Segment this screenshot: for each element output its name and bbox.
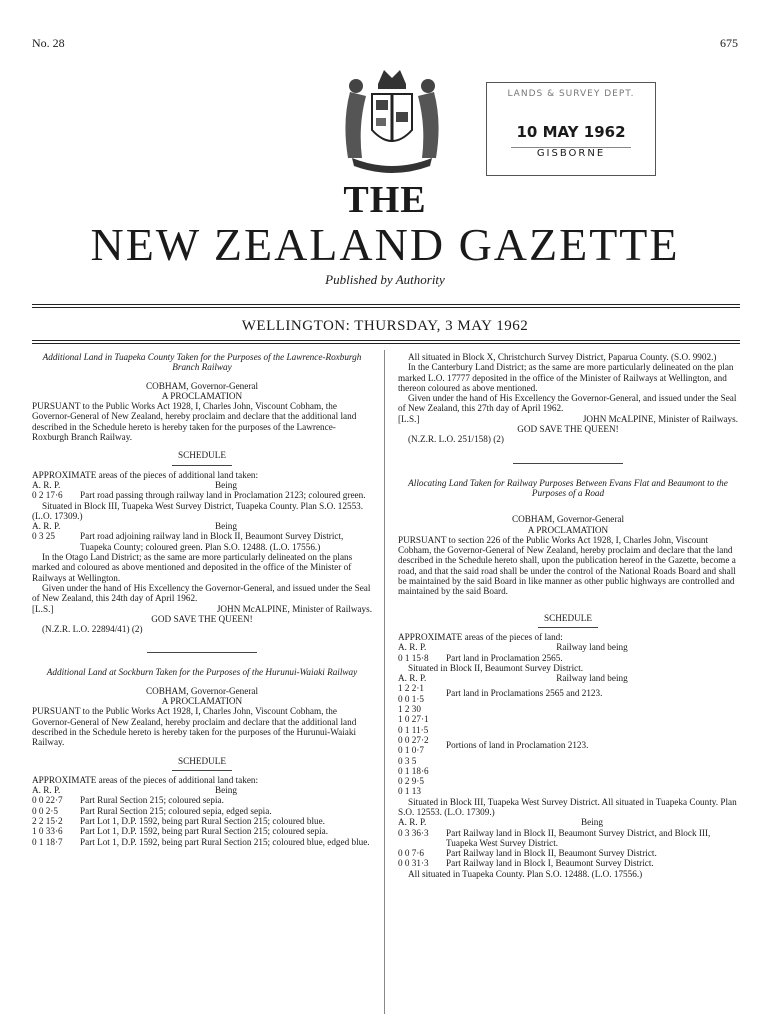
area-group [398, 683, 738, 704]
area-value: 0 0 7·6 [398, 848, 425, 859]
area-value: 0 3 36·3 [398, 827, 429, 838]
received-stamp [486, 82, 656, 176]
area-value: 1 0 27·1 [398, 714, 429, 725]
minister-signature: JOHN McALPINE, Minister of Railways. [216, 603, 372, 614]
given-under-text: Given under the hand of His Excellency the Governor-General, and issued under the Seal of New Zealand, this 24th day of April 1962. [32, 582, 371, 604]
situation-text: All situated in Tuapeka County. Plan S.O. 12488. (L.O. 17556.) [408, 868, 643, 879]
area-value: 1 2 2·1 [398, 683, 425, 694]
land-district-text: In the Canterbury Land District; as the same are more particularly delineated on the plan marked L.O. 17777 deposited in the office of the Minister of Railways at Wellington, and thereon coloured as above mentioned. [398, 362, 734, 393]
seal-mark: [L.S.] [32, 603, 54, 614]
area-value: 0 2 17·6 [32, 490, 63, 501]
area-value: 0 0 2·5 [32, 805, 59, 816]
area-value: 0 1 0·7 [398, 745, 425, 756]
area-value: 0 1 18·6 [398, 765, 429, 776]
governor-general: COBHAM, Governor-General [145, 685, 259, 696]
schedule-title: SCHEDULE [178, 755, 226, 766]
coat-of-arms-icon [312, 62, 472, 178]
area-description: Part land in Proclamation 2565. [446, 652, 563, 663]
area-value: 0 0 31·3 [398, 858, 429, 869]
god-save-the-queen: GOD SAVE THE QUEEN! [151, 613, 253, 624]
proclamation-title: A PROCLAMATION [527, 524, 609, 535]
situation-text: All situated in Block X, Christchurch Survey District, Paparua County. (S.O. 9902.) [408, 352, 717, 362]
area-value: 0 1 18·7 [32, 836, 63, 847]
area-value: 0 1 11·5 [398, 724, 429, 735]
land-district-text: In the Otago Land District; as the same are more particularly delineated on the plans marked and coloured as above mentioned and deposited in the office of the Minister of Railways at Wellington. [32, 552, 353, 583]
area-description: Part Rural Section 215; coloured sepia, edged sepia. [80, 805, 272, 816]
rule [172, 465, 232, 466]
right-column [398, 352, 738, 879]
area-value: 0 2 9·5 [398, 776, 425, 787]
area-value: 1 2 30 [398, 704, 421, 715]
seal-mark: [L.S.] [398, 413, 420, 424]
being-label: Being [215, 521, 237, 532]
signature-line [32, 604, 372, 614]
arp-header: A. R. P. [398, 673, 427, 684]
being-label: Being [215, 479, 237, 490]
proclamation-body: PURSUANT to the Public Works Act 1928, I, Charles John, Viscount Cobham, the Governor-General of New Zealand, hereby proclaim and declare that the additional land described in the Schedule hereto is hereby taken for the purposes of the Hurunui-Waiaki Railway. [32, 706, 357, 748]
area-value: 1 0 33·6 [32, 826, 63, 837]
area-value: 0 0 1·5 [398, 693, 425, 704]
stamp-place: GISBORNE [511, 147, 631, 159]
issue-number: No. 28 [32, 36, 65, 50]
area-value: 0 1 13 [398, 786, 421, 797]
area-description: Part Lot 1, D.P. 1592, being part Rural Section 215; coloured blue. [80, 815, 325, 826]
left-column [32, 352, 372, 847]
area-value: 0 3 25 [32, 531, 55, 542]
area-description: Portions of land in Proclamation 2123. [446, 740, 589, 751]
area-description: Part Lot 1, D.P. 1592, being part Rural Section 215; coloured sepia. [80, 826, 329, 837]
arp-header: A. R. P. [32, 479, 61, 490]
proclamation-title: A PROCLAMATION [161, 696, 243, 707]
area-description: Part road adjoining railway land in Block II, Beaumont Survey District, Tuapeka County; coloured green. Plan S.O. 12488. (L.O. 17556.) [80, 531, 344, 552]
arp-header: A. R. P. [398, 817, 427, 828]
area-value: 2 2 15·2 [32, 815, 63, 826]
situation-text: Situated in Block III, Tuapeka West Survey District, Tuapeka County. Plan S.O. 12553. (L.O. 17309.) [32, 500, 364, 521]
column-divider [384, 350, 385, 1014]
arp-header: A. R. P. [398, 642, 427, 653]
schedule-title: SCHEDULE [178, 450, 226, 461]
situation-text: Situated in Block II, Beaumont Survey District. [408, 662, 584, 673]
area-description: Part Rural Section 215; coloured sepia. [80, 795, 224, 806]
page-number: 675 [720, 36, 738, 50]
area-value: 0 1 15·8 [398, 652, 429, 663]
area-value: 0 0 22·7 [32, 795, 63, 806]
masthead-the: THE [343, 179, 427, 221]
signature-line [398, 414, 738, 424]
being-label: Being [581, 817, 603, 828]
minister-signature: JOHN McALPINE, Minister of Railways. [582, 413, 738, 424]
masthead-rule-top [32, 304, 740, 305]
notice-heading: Allocating Land Taken for Railway Purposes Between Evans Flat and Beaumont to the Purposes of a Road [408, 477, 728, 498]
situation-text: Situated in Block III, Tuapeka West Survey District. All situated in Tuapeka County. Plan S.O. 12553. (L.O. 17309.) [398, 796, 737, 817]
proclamation-title: A PROCLAMATION [161, 390, 243, 401]
masthead-rule-bottom [32, 340, 740, 341]
area-description: Part Railway land in Block I, Beaumont Survey District. [446, 858, 654, 869]
area-description: Part Lot 1, D.P. 1592, being part Rural Section 215; coloured blue, edged blue. [80, 836, 370, 847]
arp-header: A. R. P. [32, 521, 61, 532]
area-description: Part Railway land in Block II, Beaumont Survey District, and Block III, Tuapeka West Survey District. [446, 827, 711, 848]
schedule-intro: APPROXIMATE areas of the pieces of additional land taken: [32, 469, 259, 480]
proclamation-body: PURSUANT to section 226 of the Public Works Act 1928, I, Charles John, Viscount Cobham, the Governor-General of New Zealand, hereby proclaim and declare that the land described in the Schedule hereto shall, upon the publication hereof in the Gazette, become a road, and that the said road shall be under the control of the National Roads Board and shall be maintained by the said Board in like manner as other public highways are controlled and maintained by the said Board. [398, 534, 736, 597]
governor-general: COBHAM, Governor-General [145, 380, 259, 391]
area-description: Part road passing through railway land in Proclamation 2123; coloured green. [80, 490, 366, 501]
area-value: 0 0 27·2 [398, 734, 429, 745]
area-group [398, 704, 738, 797]
railway-land-label: Railway land being [556, 673, 628, 684]
given-under-text: Given under the hand of His Excellency the Governor-General, and issued under the Seal of New Zealand, this 27th day of April 1962. [398, 393, 737, 414]
notice-reference: (N.Z.R. L.O. 22894/41) (2) [42, 624, 143, 635]
notice-reference: (N.Z.R. L.O. 251/158) (2) [408, 434, 504, 445]
rule [172, 770, 232, 771]
being-label: Being [215, 785, 237, 796]
dateline: WELLINGTON: THURSDAY, 3 MAY 1962 [241, 318, 529, 334]
masthead-subtitle: Published by Authority [325, 272, 445, 287]
railway-land-label: Railway land being [556, 642, 628, 653]
stamp-office: LANDS & SURVEY DEPT. [507, 89, 635, 99]
god-save-the-queen: GOD SAVE THE QUEEN! [517, 424, 619, 435]
notice-heading: Additional Land in Tuapeka County Taken for the Purposes of the Lawrence-Roxburgh Branch Railway [42, 352, 362, 373]
area-description: Part Railway land in Block II, Beaumont Survey District. [446, 848, 657, 859]
arp-header: A. R. P. [32, 785, 61, 796]
schedule-intro: APPROXIMATE areas of the pieces of land: [398, 631, 563, 642]
notice-separator [147, 652, 257, 653]
notice-separator [513, 463, 623, 464]
schedule-intro: APPROXIMATE areas of the pieces of additional land taken: [32, 774, 259, 785]
rule [538, 627, 598, 628]
masthead-rule-top-2 [32, 307, 740, 308]
notice-heading: Additional Land at Sockburn Taken for the Purposes of the Hurunui-Waiaki Railway [46, 667, 358, 678]
schedule-title: SCHEDULE [544, 612, 592, 623]
masthead-rule-bottom-2 [32, 343, 740, 344]
area-value: 0 3 5 [398, 755, 417, 766]
governor-general: COBHAM, Governor-General [511, 514, 625, 525]
proclamation-body: PURSUANT to the Public Works Act 1928, I, Charles John, Viscount Cobham, the Governor-General of New Zealand, hereby proclaim and declare that the additional land described in the Schedule hereto is hereby taken for the purposes of the Lawrence-Roxburgh Branch Railway. [32, 401, 357, 443]
area-description: Part land in Proclamations 2565 and 2123. [446, 688, 603, 699]
masthead-title: NEW ZEALAND GAZETTE [90, 219, 680, 270]
stamp-date: 10 MAY 1962 [516, 123, 626, 141]
